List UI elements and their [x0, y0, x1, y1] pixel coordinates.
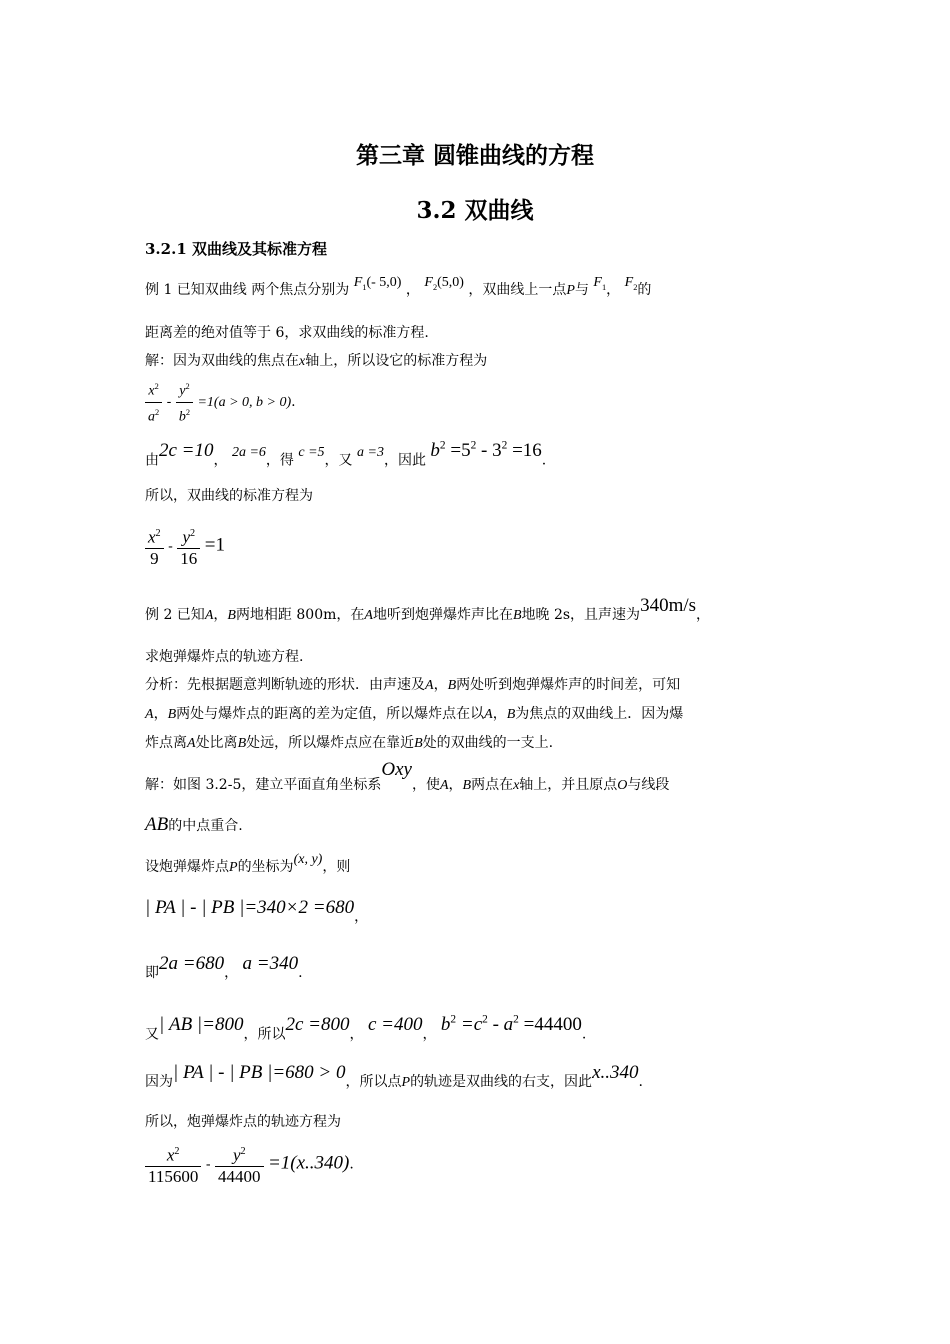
b-squared-equation: $b^2 =5^2 - 3^2 =16$ — [430, 440, 542, 462]
solution-line1: 解：如图 3.2-5，建立平面直角坐标系Oxy，使A，B两点在x轴上，并且原点O与线段 — [145, 759, 670, 793]
point-p: P — [566, 283, 575, 298]
set-point-line: 设炮弹爆炸点P的坐标为(x, y)，则 — [145, 852, 351, 875]
focus-f2: $F_2(5,0)$ — [424, 275, 464, 292]
example2-statement-line1: 例 2 已知A，B两地相距 800m，在A地听到炮弹爆炸声比在B地晚 2s，且声速为340m/s， — [145, 595, 711, 623]
right-branch-line: 因为| PA | - | PB |=680 > 0，所以点P的轨迹是双曲线的右支，因此x..340. — [145, 1062, 643, 1090]
example1-answer-equation: $\frac{x^2}{9}$ - $\frac{y^2}{16}$ =1 — [145, 524, 225, 569]
chapter-title: 第三章 圆锥曲线的方程 — [355, 142, 594, 169]
standard-form-equation: $\frac{x^2}{a^2}$ - $\frac{y^2}{b^2}$ =1(a > 0, b > 0). — [145, 377, 296, 427]
example1-conclusion: 所以，双曲线的标准方程为 — [145, 488, 313, 504]
focus-f1-ref: $F_1$ — [593, 275, 607, 292]
subsection-title: 3.2.1 双曲线及其标准方程 — [145, 240, 327, 258]
text: ， — [606, 282, 621, 298]
solution-line2: AB的中点重合. — [145, 814, 243, 835]
example2-conclusion: 所以，炮弹爆炸点的轨迹方程为 — [145, 1114, 341, 1130]
section-title: 3.2 双曲线 — [416, 197, 534, 224]
analysis-line3: 炸点离A处比离B处远，所以爆炸点应在靠近B处的双曲线的一支上. — [145, 735, 554, 751]
text: 的 — [637, 282, 652, 298]
sound-speed: 340m/s — [640, 595, 697, 616]
focus-f1: $F_1(-$ 5,0) — [353, 275, 402, 292]
focus-f2-ref: $F_2$ — [624, 275, 638, 292]
distance-difference-equation: | PA | - | PB |=340×2 =680， — [145, 897, 369, 925]
final-trajectory-equation: $\frac{x^2}{115600}$ - $\frac{y^2}{44400}$ =1(x..340). — [145, 1142, 354, 1187]
analysis-line2: A，B两处与爆炸点的距离的差为定值，所以爆炸点在以A，B为焦点的双曲线上．因为爆 — [145, 706, 684, 722]
example1-statement-line1 — [145, 275, 652, 306]
text: ，双曲线上一点 — [468, 282, 567, 298]
example1-statement-line2: 距离差的绝对值等于 6，求双曲线的标准方程. — [145, 325, 429, 341]
text: 例 1 已知双曲线 两个焦点分别为 — [145, 282, 350, 298]
example1-derivation: 由2c =10， 2a =6，得 c =5，又 a =3，因此 $b^2 =5^2 - 3^2 =16$. — [145, 440, 547, 469]
text: ， — [405, 282, 420, 298]
example1-solution-intro: 解：因为双曲线的焦点在x轴上，所以设它的标准方程为 — [145, 353, 488, 369]
example2-statement-line2: 求炮弹爆炸点的轨迹方程. — [145, 649, 304, 665]
c-b-value-line: 又| AB |=800，所以2c =800， c =400， $b^2 =c^2 - a^2 =44400$. — [145, 1014, 587, 1043]
a-value-line: 即2a =680， a =340. — [145, 953, 303, 981]
analysis-line1: 分析：先根据题意判断轨迹的形状．由声速及A，B两处听到炮弹爆炸声的时间差，可知 — [145, 677, 681, 693]
text: 与 — [574, 282, 589, 298]
